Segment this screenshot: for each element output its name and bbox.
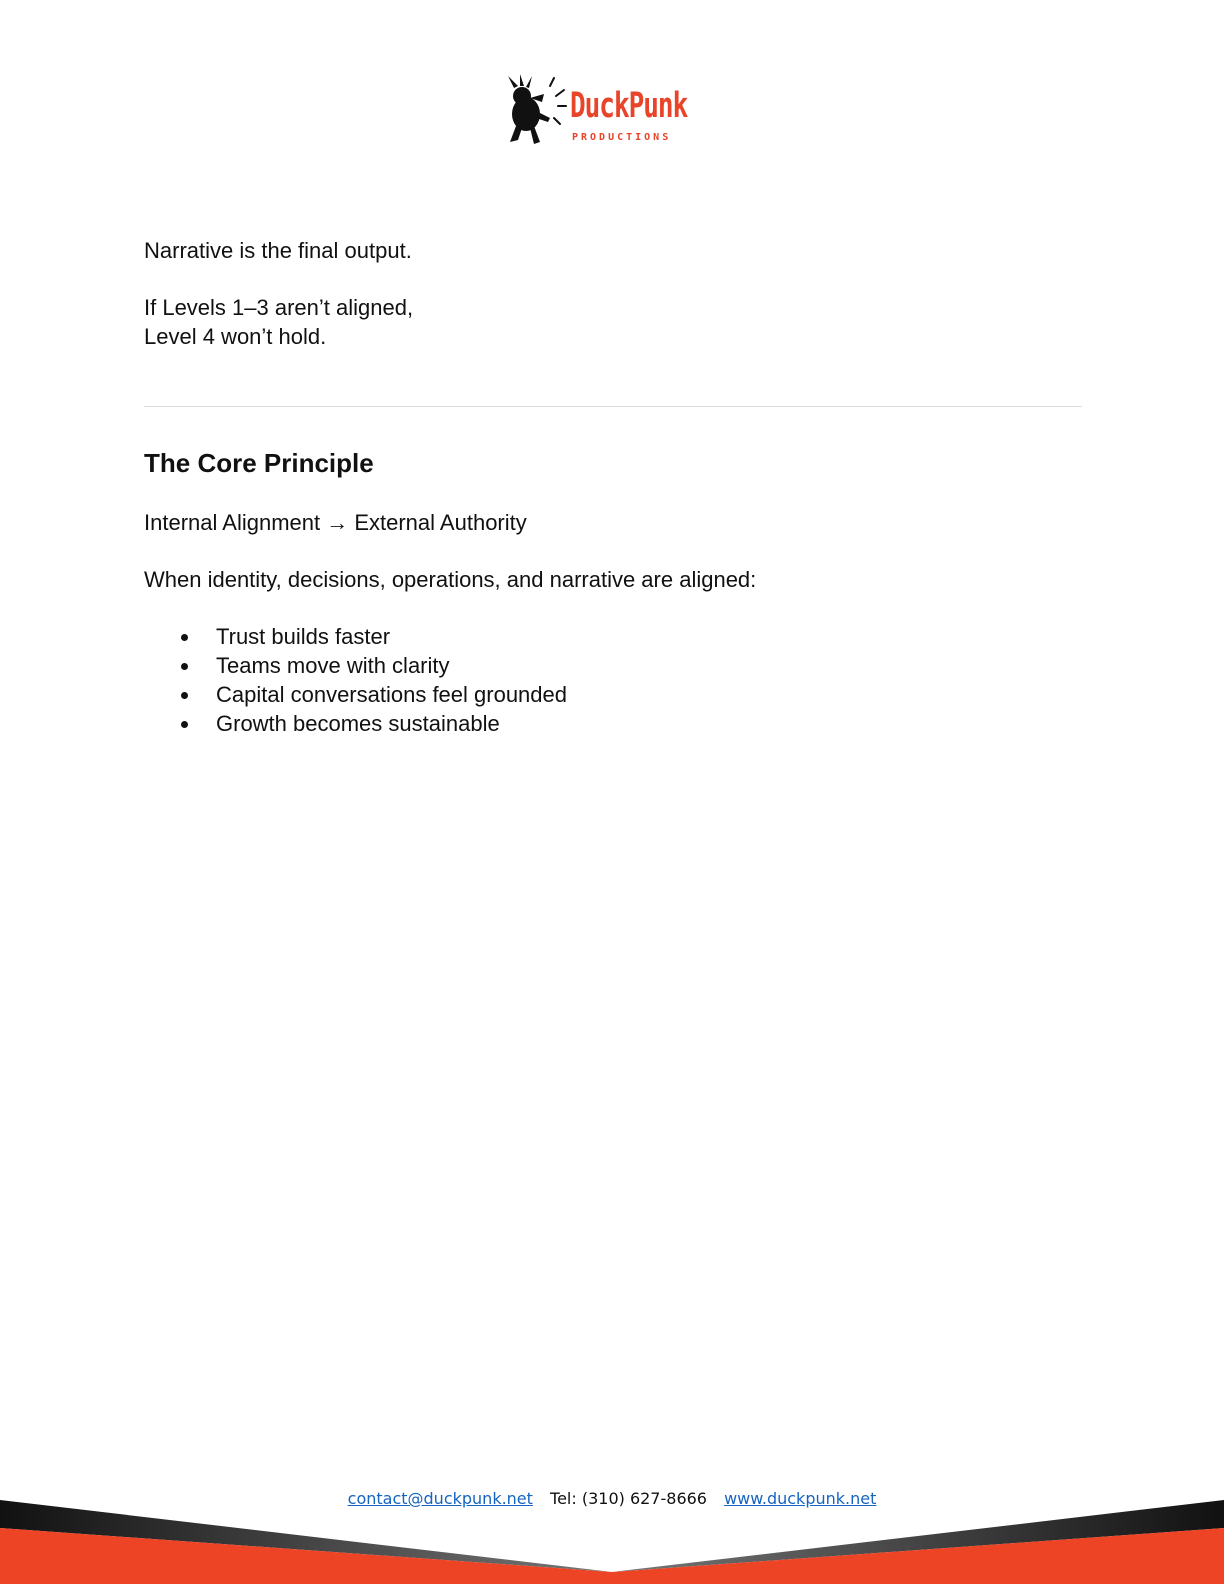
section-heading: The Core Principle [144, 448, 374, 478]
website-link[interactable]: www.duckpunk.net [724, 1489, 877, 1508]
principle-line: Internal Alignment → External Authority [144, 510, 527, 535]
logo-tagline: PRODUCTIONS [572, 132, 672, 143]
intro-block [144, 236, 1082, 351]
list-item: Trust builds faster [144, 622, 1082, 651]
section-divider [144, 406, 1082, 407]
list-item: Teams move with clarity [144, 651, 1082, 680]
footer-contact [0, 1488, 1224, 1510]
list-item: Capital conversations feel grounded [144, 680, 1082, 709]
intro-line-3: Level 4 won’t hold. [144, 324, 327, 349]
intro-line-2: If Levels 1–3 aren’t aligned, [144, 295, 414, 320]
principle-block [144, 508, 1082, 738]
list-item: Growth becomes sustainable [144, 709, 1082, 738]
benefits-list [144, 622, 1082, 738]
logo-name: DuckPunk [570, 86, 688, 127]
lead-line: When identity, decisions, operations, and narrative are aligned: [144, 567, 757, 592]
phone-number: Tel: (310) 627-8666 [550, 1489, 707, 1508]
logo-wordmark [570, 86, 694, 146]
email-link[interactable]: contact@duckpunk.net [347, 1489, 533, 1508]
footer-band [0, 1500, 1224, 1584]
intro-line-1: Narrative is the final output. [144, 238, 412, 263]
